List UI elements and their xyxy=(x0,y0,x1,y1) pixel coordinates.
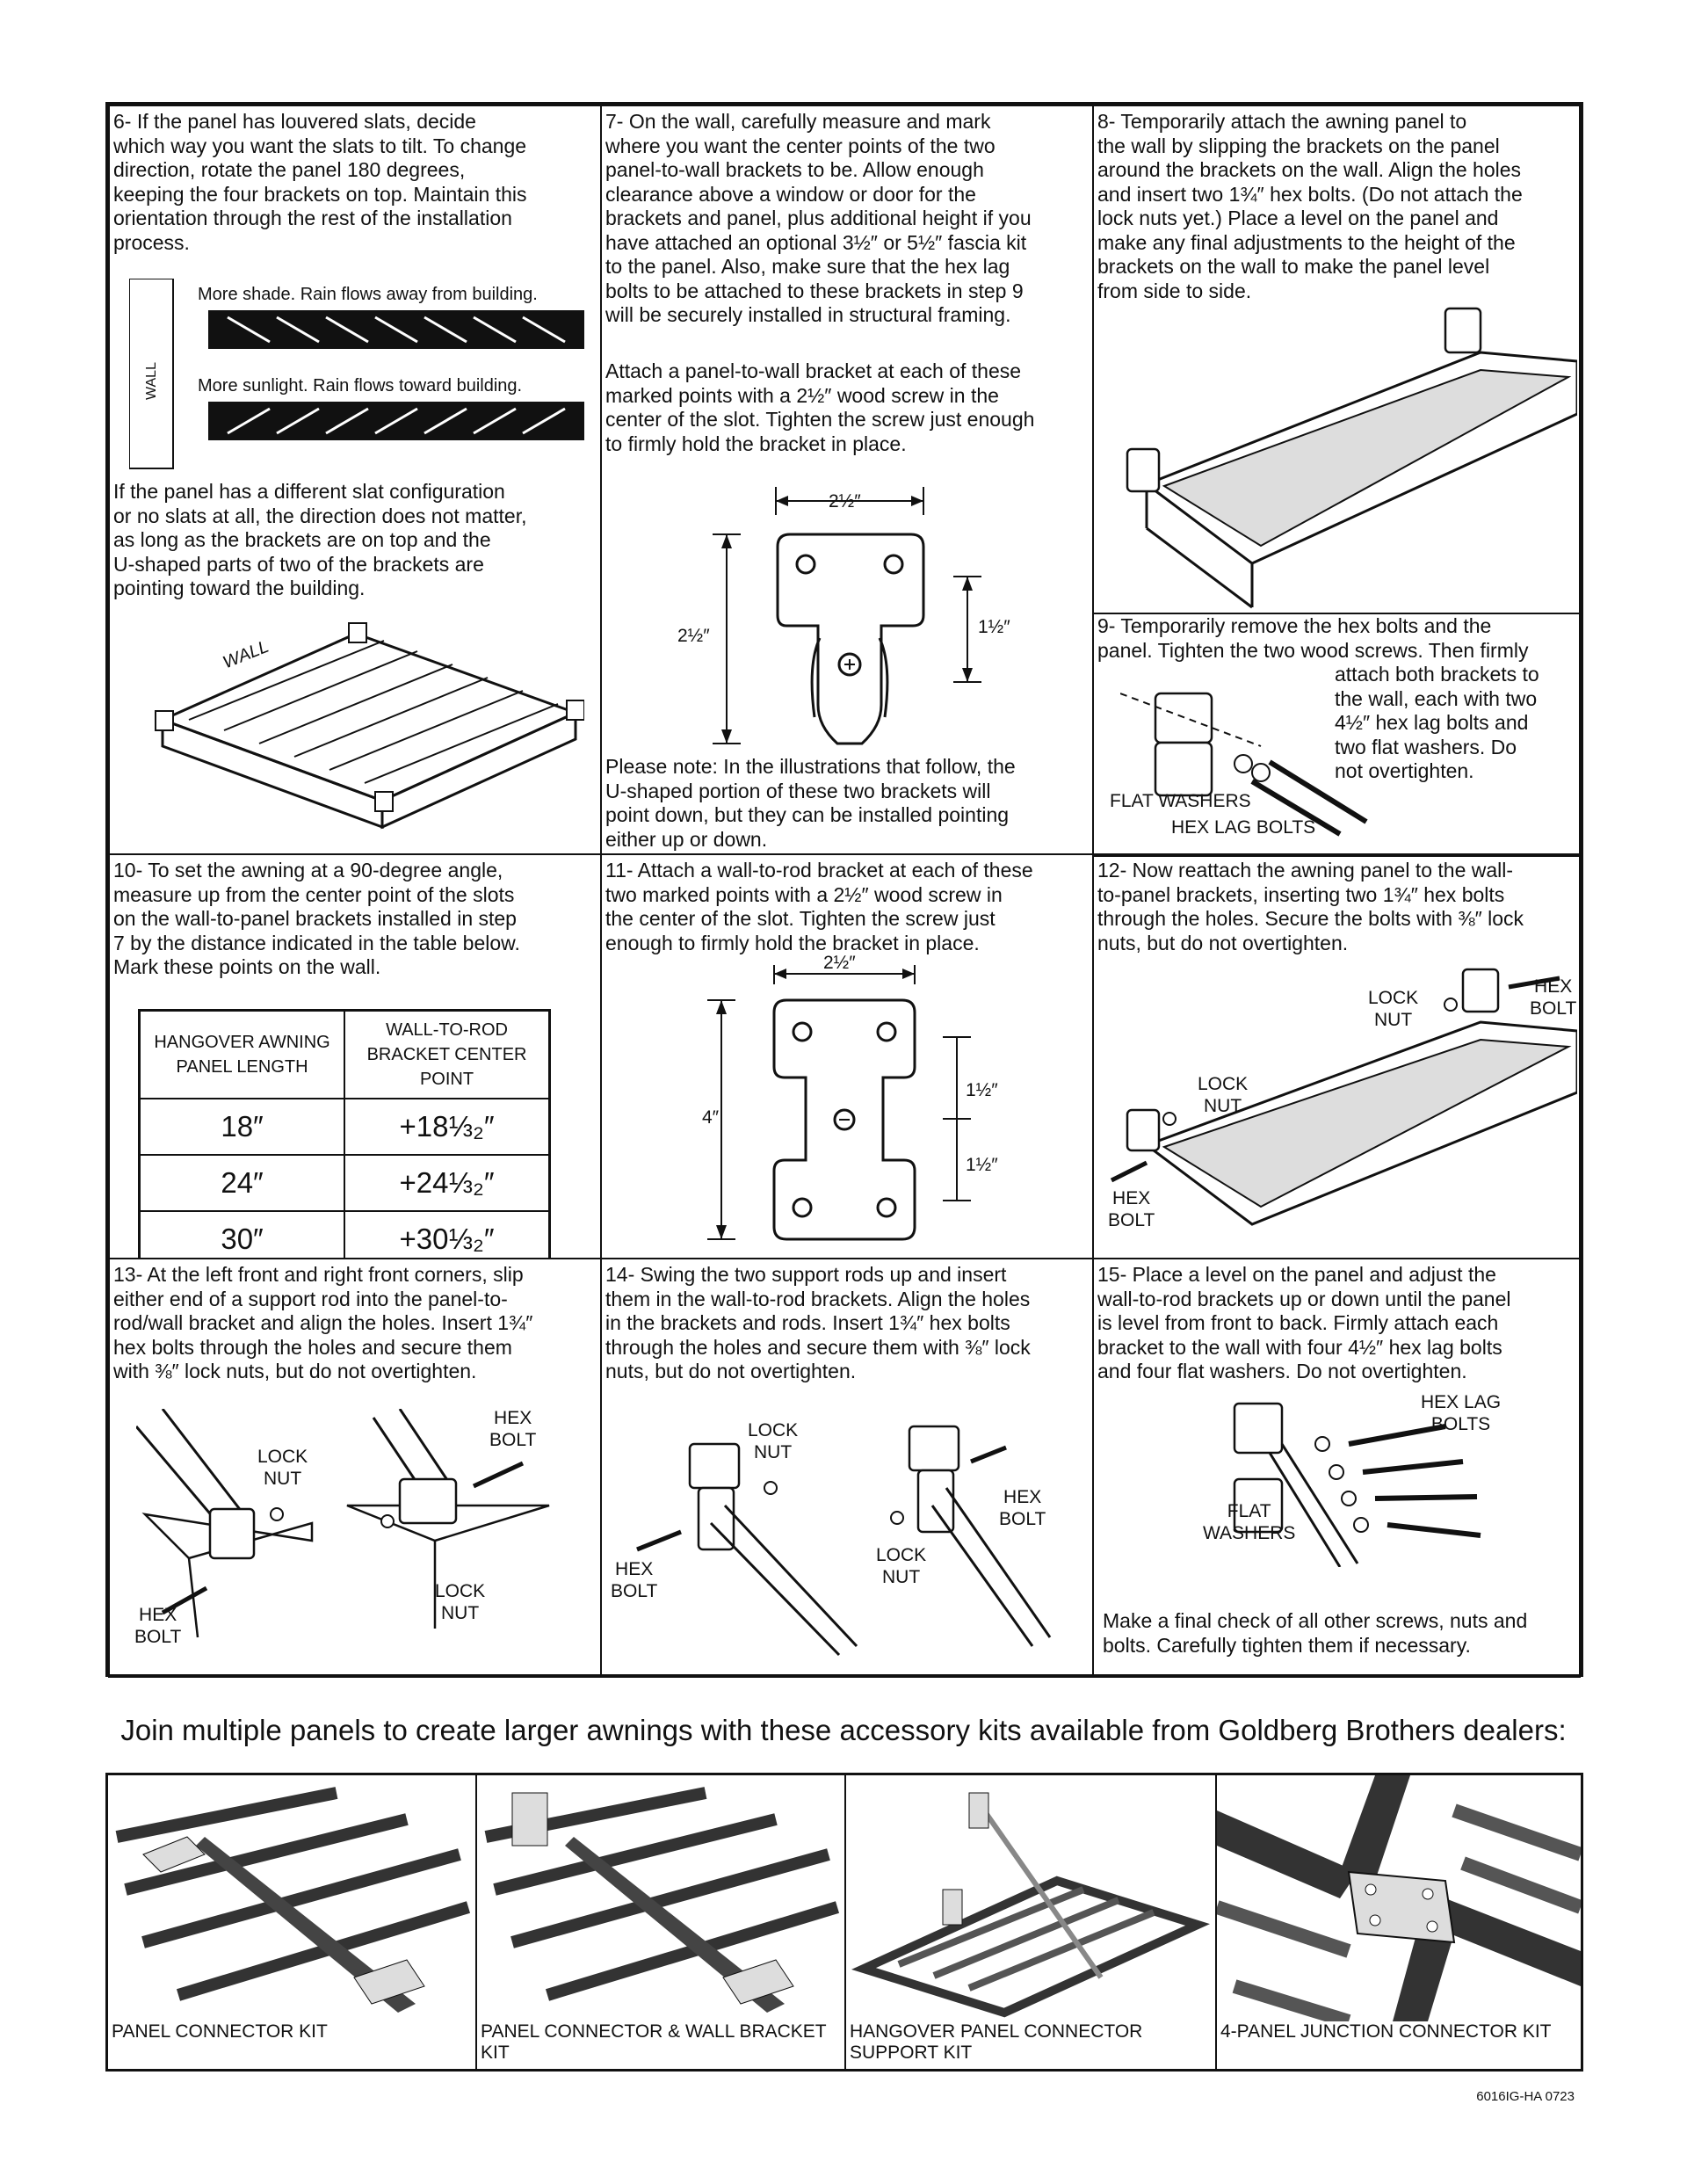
rod-bracket-width-dim: 2½″ xyxy=(823,953,856,973)
step-7-note: Please note: In the illustrations that follow, the U-shaped portion of these two brackets will point down, but they can be installed pointing either up or down. xyxy=(605,755,1016,851)
step-13-cell xyxy=(108,1258,602,1678)
hex-bolt-label-2: HEX BOLT xyxy=(489,1408,537,1450)
step-8-cell xyxy=(1092,105,1581,614)
panel-orientation-illustration xyxy=(154,616,584,845)
rod-bracket-upper-dim: 1½″ xyxy=(966,1080,998,1100)
support-kit-illustration xyxy=(846,1784,1213,2021)
kit-label: PANEL CONNECTOR KIT xyxy=(112,2021,328,2042)
panel-attach-illustration xyxy=(1111,300,1577,614)
step-10-text: 10- To set the awning at a 90-degree angle, measure up from the center point of the slots on the wall-to-panel brackets installed in step 7 by the distance indicated in the table below. Mark these points on the wall. xyxy=(113,859,520,978)
hex-bolt-label: HEX BOLT xyxy=(1530,976,1577,1019)
rod-bracket-lower-dim: 1½″ xyxy=(966,1155,998,1175)
accessory-kits-title: Join multiple panels to create larger awnings with these accessory kits available from Goldberg Brothers dealers: xyxy=(120,1714,1567,1746)
hex-lag-bolts-label: HEX LAG BOLTS xyxy=(1171,817,1316,838)
step-14-text: 14- Swing the two support rods up and insert them in the wall-to-rod brackets. Align the holes in the brackets and rods. Insert 1¾″ hex bolts through the holes and secure them with ⅜″ lock nuts, but do not overtighten. xyxy=(605,1263,1031,1382)
table-header: WALL-TO-ROD BRACKET CENTER POINT xyxy=(344,1011,549,1099)
table-cell: 24″ xyxy=(140,1155,345,1211)
step-6-cell xyxy=(108,105,602,855)
panel-wall-label: WALL xyxy=(220,636,272,673)
kit-label: PANEL CONNECTOR & WALL BRACKET KIT xyxy=(481,2021,827,2063)
kit-hangover-panel-connector-support xyxy=(846,1775,1217,2069)
lock-nut-label: LOCK NUT xyxy=(257,1447,308,1489)
wall-to-rod-bracket-diagram xyxy=(690,965,1024,1255)
step-8-text: 8- Temporarily attach the awning panel to the wall by slipping the brackets on the panel around the brackets on the wall. Align the holes and insert two 1¾″ hex bolts. (Do not attach the lock nuts yet.) Place a level on the panel and make any final adjustments to the height of the brackets on the wall to make the panel level from side to side. xyxy=(1097,110,1523,302)
step-12-cell xyxy=(1092,853,1581,1259)
lock-nut-label-2: LOCK NUT xyxy=(435,1581,486,1623)
hex-bolt-label: HEX BOLT xyxy=(134,1605,182,1647)
table-cell: +24⅓₂″ xyxy=(344,1155,549,1211)
table-cell: +18⅓₂″ xyxy=(344,1099,549,1155)
flat-washers-label: FLAT WASHERS xyxy=(1203,1501,1296,1543)
rod-to-wall-illustration xyxy=(619,1409,1076,1672)
step-10-cell xyxy=(108,853,602,1259)
step-7-text: 7- On the wall, carefully measure and mark where you want the center points of the two panel-to-wall brackets to be. Allow enough clearance above a window or door for the brackets and panel, plus additional height if you have attached an optional 3½″ or 5½″ fascia kit to the panel. Also, make sure that the hex lag bolts to be attached to these brackets in step 9 will be securely installed in structural framing. xyxy=(605,110,1032,326)
lock-nut-label: LOCK NUT xyxy=(748,1420,799,1462)
panel-to-wall-bracket-diagram xyxy=(690,480,1024,761)
step-15-cell xyxy=(1092,1258,1581,1678)
step-9-text: 9- Temporarily remove the hex bolts and the panel. Tighten the two wood screws. Then firmly xyxy=(1097,614,1529,662)
step-11-cell xyxy=(600,853,1094,1259)
sun-caption: More sunlight. Rain flows toward building. xyxy=(198,376,523,395)
shade-caption: More shade. Rain flows away from building. xyxy=(198,285,538,304)
lock-nut-label-2: LOCK NUT xyxy=(876,1545,927,1587)
bracket-hole-dim: 1½″ xyxy=(978,617,1010,637)
lock-nut-label-2: LOCK NUT xyxy=(1198,1074,1249,1116)
step-14-cell xyxy=(600,1258,1094,1678)
accessory-kits-strip xyxy=(105,1773,1583,2072)
kit-4-panel-junction-connector xyxy=(1217,1775,1581,2069)
bracket-height-dim: 2½″ xyxy=(677,626,710,646)
kit-label: HANGOVER PANEL CONNECTOR SUPPORT KIT xyxy=(850,2021,1143,2063)
step-11-text: 11- Attach a wall-to-rod bracket at each of these two marked points with a 2½″ wood screw in the center of the slot. Tighten the screw just enough to firmly hold the bracket in place. xyxy=(605,859,1033,954)
panel-connector-illustration xyxy=(108,1784,474,2021)
wall-bracket-kit-illustration xyxy=(477,1784,843,2021)
hex-bolt-label-2: HEX BOLT xyxy=(999,1487,1046,1529)
rod-bracket-height-dim: 4″ xyxy=(702,1107,720,1128)
step-15-final: Make a final check of all other screws, nuts and bolts. Carefully tighten them if necessary. xyxy=(1103,1609,1528,1657)
step-15-text: 15- Place a level on the panel and adjust the wall-to-rod brackets up or down until the panel is level from front to back. Firmly attach each bracket to the wall with four 4½″ hex lag bolts and four flat washers. Do not overtighten. xyxy=(1097,1263,1511,1382)
step-7-cell xyxy=(600,105,1094,855)
reattach-panel-illustration xyxy=(1103,961,1577,1251)
kit-panel-connector xyxy=(108,1775,477,2069)
step-13-text: 13- At the left front and right front corners, slip either end of a support rod into the panel-to- rod/wall bracket and align the holes. Insert 1¾″ hex bolts through the holes and secure them with ⅜″ lock nuts, but do not overtighten. xyxy=(113,1263,533,1382)
wall-label-vertical: WALL xyxy=(143,362,159,400)
hex-bolt-label: HEX BOLT xyxy=(611,1559,658,1601)
bracket-width-dim: 2½″ xyxy=(829,491,861,512)
table-cell: 30″ xyxy=(140,1211,345,1259)
table-cell: 18″ xyxy=(140,1099,345,1155)
lock-nut-label: LOCK NUT xyxy=(1368,988,1419,1030)
hangover-table xyxy=(138,1009,551,1259)
step-12-text: 12- Now reattach the awning panel to the wall- to-panel brackets, inserting two 1¾″ hex bolts through the holes. Secure the bolts with ⅜″ lock nuts, but do not overtighten. xyxy=(1097,859,1524,954)
document-code: 6016IG-HA 0723 xyxy=(1476,2089,1575,2104)
kit-panel-connector-wall-bracket xyxy=(477,1775,846,2069)
step-6-text-2: If the panel has a different slat configuration or no slats at all, the direction does not matter, as long as the brackets are on top and the U-shaped parts of two of the brackets are pointing toward the building. xyxy=(113,480,527,599)
instruction-grid xyxy=(105,102,1583,1677)
step-9-text-2: attach both brackets to the wall, each with two 4½″ hex lag bolts and two flat washers. Do not overtighten. xyxy=(1335,663,1539,782)
step-9-cell xyxy=(1092,613,1581,857)
step-6-text: 6- If the panel has louvered slats, decide which way you want the slats to tilt. To change direction, rotate the panel 180 degrees, keeping the four brackets on top. Maintain this orientation through the rest of the installation process. xyxy=(113,110,527,254)
flat-washers-label: FLAT WASHERS xyxy=(1110,791,1251,811)
table-cell: +30⅓₂″ xyxy=(344,1211,549,1259)
step-7-text-2: Attach a panel-to-wall bracket at each of these marked points with a 2½″ wood screw in the center of the slot. Tighten the screw just enough to firmly hold the bracket in place. xyxy=(605,359,1035,455)
kit-label: 4-PANEL JUNCTION CONNECTOR KIT xyxy=(1220,2021,1552,2042)
hex-bolt-label-2: HEX BOLT xyxy=(1108,1188,1155,1230)
table-header: HANGOVER AWNING PANEL LENGTH xyxy=(140,1011,345,1099)
hex-lag-bolts-label: HEX LAG BOLTS xyxy=(1421,1392,1502,1434)
junction-kit-illustration xyxy=(1217,1775,1581,2021)
